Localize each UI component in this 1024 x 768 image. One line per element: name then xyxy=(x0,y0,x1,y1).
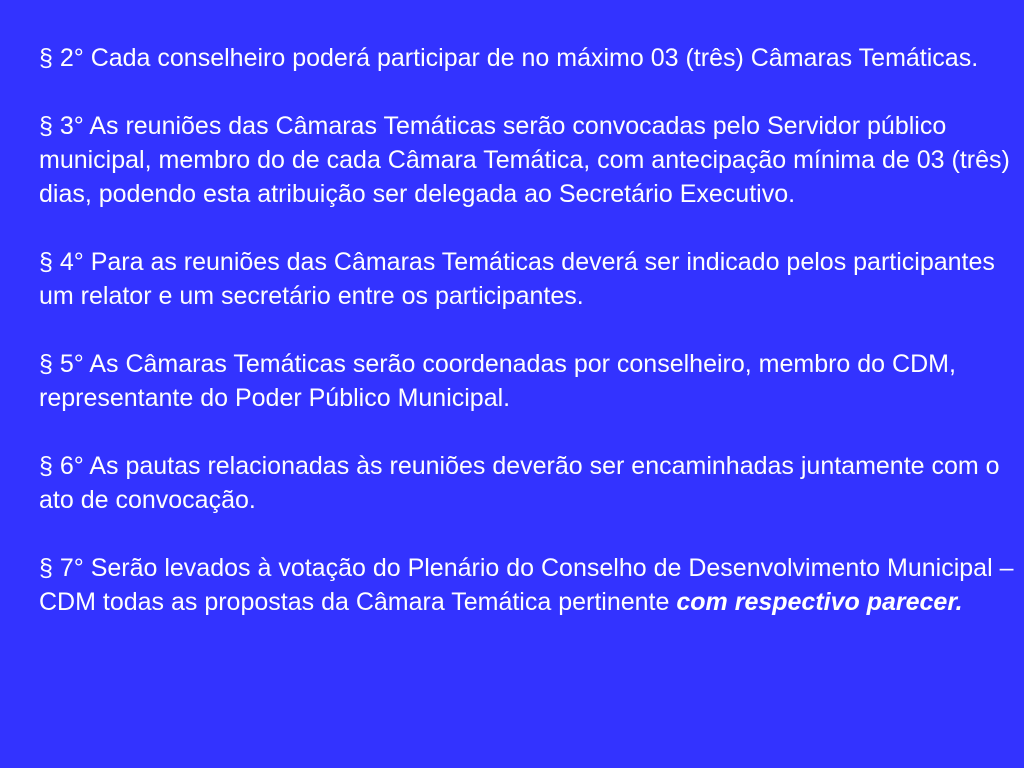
paragraph-2: § 2° Cada conselheiro poderá participar de no máximo 03 (três) Câmaras Temáticas. xyxy=(39,44,979,72)
paragraph-7-text: § 7° Serão levados à votação do Plenário do Conselho de Desenvolvimento Municipal – CDM todas as propostas da Câmara Temática pertinente xyxy=(39,554,1014,616)
paragraph-4: § 4° Para as reuniões das Câmaras Temáticas deverá ser indicado pelos participantes um relator e um secretário entre os participantes. xyxy=(39,248,995,310)
paragraph-7-emphasis: com respectivo parecer. xyxy=(676,588,963,616)
paragraph-3: § 3° As reuniões das Câmaras Temáticas serão convocadas pelo Servidor público municipal, membro do de cada Câmara Temática, com antecipação mínima de 03 (três) dias, podendo esta atribuição ser delegada ao Secretário Executivo. xyxy=(39,112,1010,208)
paragraph-7 xyxy=(39,551,1014,619)
paragraph-5: § 5° As Câmaras Temáticas serão coordenadas por conselheiro, membro do CDM, representante do Poder Público Municipal. xyxy=(39,350,956,412)
paragraph-6: § 6° As pautas relacionadas às reuniões deverão ser encaminhadas juntamente com o ato de convocação. xyxy=(39,452,1000,514)
